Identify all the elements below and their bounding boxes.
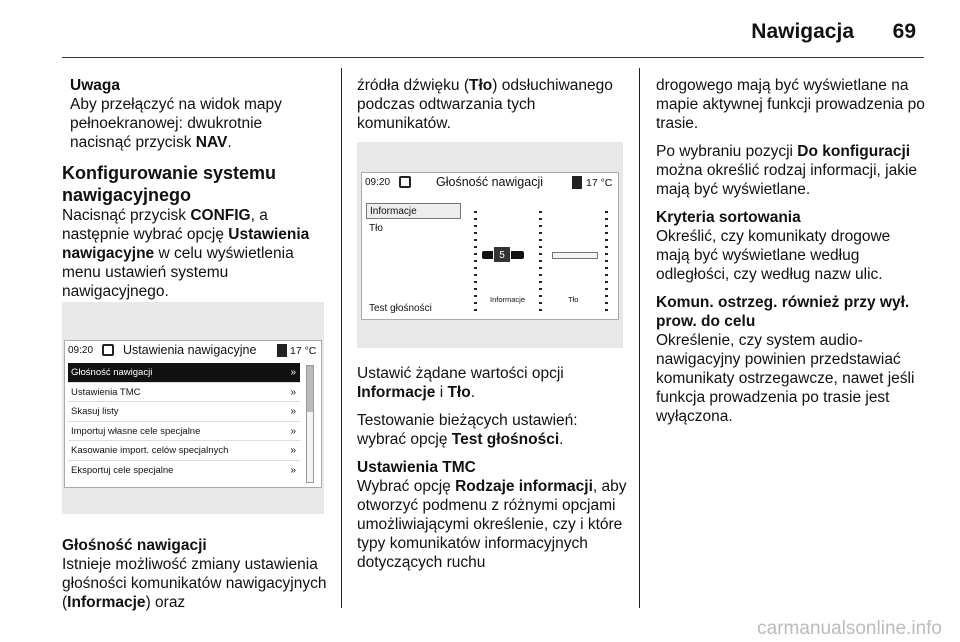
display-screen xyxy=(64,340,322,488)
note-text xyxy=(70,95,327,152)
scrollbar[interactable] xyxy=(306,365,314,483)
text: i xyxy=(435,384,448,401)
option-informacje[interactable]: Informacje xyxy=(366,203,461,219)
menu-item-label: Eksportuj cele specjalne xyxy=(71,464,174,476)
option-name: Test głośności xyxy=(451,431,560,448)
note-end: . xyxy=(227,134,232,151)
column-divider xyxy=(341,68,342,608)
paragraph xyxy=(656,142,928,199)
text: można określić rodzaj informacji, jakie mają być wyświetlane. xyxy=(656,162,918,198)
menu-item[interactable] xyxy=(68,441,300,461)
text: . xyxy=(559,431,564,448)
text: Wybrać opcję xyxy=(357,478,456,495)
volume-value: 5 xyxy=(493,246,511,263)
slider-label: Tło xyxy=(568,295,579,304)
subheading: Komun. ostrzeg. również przy wył. prow. do celu xyxy=(656,294,910,330)
chevron-right-icon: » xyxy=(290,367,296,378)
text: Po wybraniu pozycji xyxy=(656,143,798,160)
text: Istnieje możliwość zmiany ustawienia głośności komunikatów nawigacyjnych ( xyxy=(62,556,327,611)
watermark: carmanualsonline.info xyxy=(757,618,942,639)
temperature: 17 °C xyxy=(586,177,613,189)
text: Testowanie bieżących ustawień: wybrać opcję xyxy=(357,412,578,448)
option-name: Do konfiguracji xyxy=(797,143,911,160)
display-screen xyxy=(361,172,619,320)
menu-item[interactable] xyxy=(68,461,300,481)
chevron-right-icon: » xyxy=(290,425,296,437)
chevron-right-icon: » xyxy=(290,445,296,456)
text: , aby otworzyć podmenu z różnymi opcjami umożliwiającymi określenie, czy i które typy komunikatów informacyjnych dotyczących ruchu xyxy=(357,478,627,571)
screenshot-nav-settings xyxy=(62,302,324,514)
section-heading: Konfigurowanie systemu nawigacyjnego xyxy=(62,163,277,205)
page-header xyxy=(62,0,924,58)
page-number: 69 xyxy=(892,20,916,43)
paragraph: Określić, czy komunikaty drogowe mają być wyświetlane według odległości, czy według nazw ulic. xyxy=(656,228,891,283)
slider-label: Informacje xyxy=(490,295,526,304)
text: , a następnie wybrać opcję xyxy=(62,207,268,243)
text: Nacisnąć przycisk xyxy=(62,207,191,224)
test-volume-button[interactable]: Test głośności xyxy=(369,303,432,314)
column-1-lower xyxy=(62,536,327,621)
scale-dots xyxy=(539,211,542,315)
chevron-right-icon: » xyxy=(290,464,296,476)
nav-key: NAV xyxy=(195,134,228,151)
clock: 09:20 xyxy=(68,345,94,356)
paragraph xyxy=(357,76,629,133)
screen-title: Ustawienia nawigacyjne xyxy=(123,343,257,357)
menu-item-label: Importuj własne cele specjalne xyxy=(71,425,201,437)
status-bar xyxy=(362,173,618,193)
settings-menu xyxy=(68,363,300,480)
text: ) odsłuchiwanego podczas odtwarzania tych komunikatów. xyxy=(357,77,613,132)
paragraph xyxy=(357,411,629,449)
paragraph xyxy=(62,206,327,301)
scale-dots xyxy=(605,211,608,315)
option-name: Informacje xyxy=(357,384,436,401)
column-3 xyxy=(656,76,928,435)
menu-item[interactable] xyxy=(68,383,300,403)
subheading: Kryteria sortowania xyxy=(656,209,801,226)
text: źródła dźwięku ( xyxy=(357,77,469,94)
background-level-bar[interactable] xyxy=(552,252,598,259)
scale-dots xyxy=(474,211,477,315)
text: Ustawić żądane wartości opcji xyxy=(357,365,564,382)
paragraph: drogowego mają być wyświetlane na mapie aktywnej funkcji prowadzenia po trasie. xyxy=(656,77,925,132)
paragraph: Określenie, czy system audio-nawigacyjny powinien przedstawiać komunikaty ostrzegawcze, nawet jeśli funkcja prowadzenia po trasie jest wyłączona. xyxy=(656,332,915,425)
option-name: Ustawienia nawigacyjne xyxy=(62,226,310,262)
status-bar xyxy=(65,341,321,361)
nav-icon xyxy=(399,176,411,188)
paragraph xyxy=(62,555,327,612)
option-name: Tło xyxy=(469,77,493,94)
note-title: Uwaga xyxy=(70,77,120,94)
text: . xyxy=(470,384,476,401)
chevron-right-icon: » xyxy=(290,406,296,417)
subheading: Ustawienia TMC xyxy=(357,459,476,476)
menu-item[interactable] xyxy=(68,363,300,383)
nav-icon xyxy=(102,344,114,356)
column-1 xyxy=(62,76,327,310)
screenshot-nav-volume xyxy=(357,142,623,348)
column-2-lower xyxy=(357,364,629,581)
menu-item-label: Ustawienia TMC xyxy=(71,386,141,398)
option-name: Tło xyxy=(447,384,471,401)
scrollbar-thumb[interactable] xyxy=(307,366,313,412)
option-name: Informacje xyxy=(67,594,146,611)
column-divider xyxy=(639,68,640,608)
option-name: Rodzaje informacji xyxy=(455,478,593,495)
column-2 xyxy=(357,76,629,142)
menu-item[interactable] xyxy=(68,402,300,422)
menu-item[interactable] xyxy=(68,422,300,442)
paragraph xyxy=(357,364,629,402)
chevron-right-icon: » xyxy=(290,386,296,398)
text: w celu wyświetlenia menu ustawień systemu nawigacyjnego. xyxy=(62,245,294,300)
subheading: Głośność nawigacji xyxy=(62,537,207,554)
menu-item-label: Głośność nawigacji xyxy=(71,367,153,378)
thermometer-icon xyxy=(572,176,582,189)
paragraph xyxy=(357,477,629,572)
note-box xyxy=(62,76,327,152)
menu-item-label: Skasuj listy xyxy=(71,406,119,417)
text: ) oraz xyxy=(145,594,186,611)
temperature: 17 °C xyxy=(290,345,317,357)
clock: 09:20 xyxy=(365,177,391,188)
screen-title: Głośność nawigacji xyxy=(436,175,543,189)
section-title: Nawigacja xyxy=(751,20,854,43)
option-tlo[interactable]: Tło xyxy=(369,223,383,234)
menu-item-label: Kasowanie import. celów specjalnych xyxy=(71,445,229,456)
note-body: Aby przełączyć na widok mapy pełnoekranowej: dwukrotnie nacisnąć przycisk xyxy=(70,96,282,151)
thermometer-icon xyxy=(277,344,287,357)
config-key: CONFIG xyxy=(190,207,251,224)
